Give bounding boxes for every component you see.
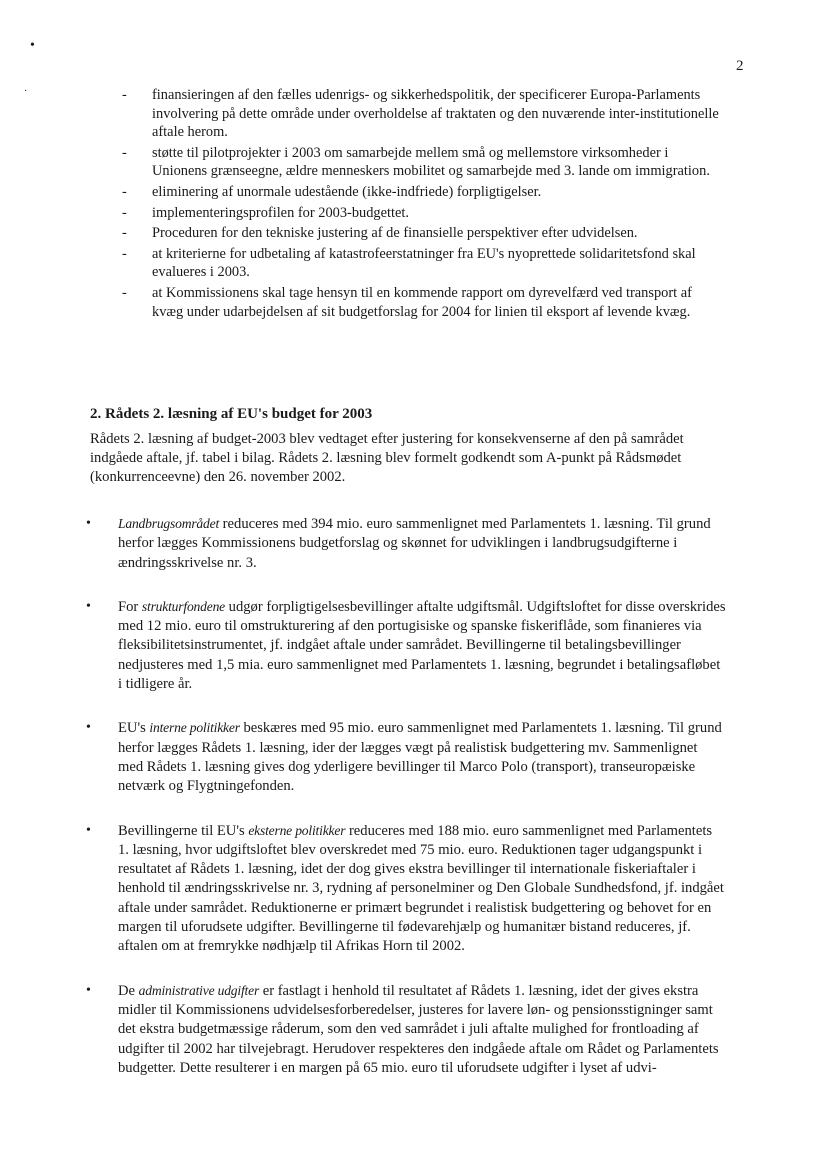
stray-dot-mark: •: [30, 38, 35, 53]
dash-list-item: - eliminering af unormale udestående (ikke-indfriede) forpligtigelser.: [122, 183, 542, 200]
emphasis: interne politikker: [149, 720, 240, 736]
dash-list-item: - Proceduren for den tekniske justering af de finansielle perspektiver efter udvidelsen.: [122, 225, 638, 242]
stray-dot-mark-small: ·: [24, 86, 28, 97]
dash-list: [120, 86, 720, 323]
bullet-item: • EU's interne politikker beskæres med 95 mio. euro sammenlignet med Parlamentets 1. læsning. Til grund herfor lægges Rådets 1. læsning, ider der lægges vægt på realistisk budgettering mv. Sammenlignet med Rådets 1. læsning gives dog yderligere bevillinger til Marco Polo (transport), transeuropæiske netværk og Flygtningefonden.: [86, 720, 722, 795]
intro-paragraph: Rådets 2. læsning af budget-2003 blev vedtaget efter justering for konsekvenserne af den på samrådet indgåede aftale, jf. tabel i bilag. Rådets 2. læsning blev formelt godkendt som A-punkt på Rådsmødet (konkurrenceevne) den 26. november 2002.: [90, 431, 684, 486]
dash-list-item: - støtte til pilotprojekter i 2003 om samarbejde mellem små og mellemstore virksomheder i Unionens grænseegne, ældre menneskers mobilitet og samarbejde med 3. lande om immigration.: [122, 144, 710, 180]
bullet-item: • For strukturfondene udgør forpligtigelsesbevillinger aftalte udgiftsmål. Udgiftsloftet for disse overskrides med 12 mio. euro til omstrukturering af den portugisiske og spanske fiskeriflåde, som finanieres via fleksibilitetsinstrumentet, jf. indgået aftale under samrådet. Bevillingerne til betalingsbevillinger nedjusteres med 1,5 mia. euro sammenlignet med Parlamentets 1. læsning, begrundet i betalingsafløbet i tidligere år.: [86, 598, 726, 693]
emphasis: strukturfondene: [141, 598, 226, 614]
dash-list-item: - at kriterierne for udbetaling af katastrofeerstatninger fra EU's nyoprettede solidaritetsfond skal evalueres i 2003.: [122, 245, 696, 281]
bullet-item: • Landbrugsområdet reduceres med 394 mio. euro sammenlignet med Parlamentets 1. læsning. Til grund herfor lægges Kommissionens budgetforslag og skønnet for udviklingen i landbrugsudgifterne i ændringsskrivelse nr. 3.: [86, 516, 711, 571]
emphasis: administrative udgifter: [138, 982, 260, 998]
bullet-item: • De administrative udgifter er fastlagt i henhold til resultatet af Rådets 1. læsning, idet der gives ekstra midler til Kommissionens udvidelsesforberedelser, justeres for lavere løn- og pensionsstigninger samt det ekstra budgetmæssige råderum, som den ved samrådet i juli aftalte mulighed for frontloading af udgifter til 2002 har tilvejebragt. Herudover respekteres den indgåede aftale om Rådet og Parlamentets budgetter. Dette resulterer i en margen på 65 mio. euro til uforudsete udgifter i lyset af udvi-: [86, 982, 719, 1076]
dash-list-item: - finansieringen af den fælles udenrigs- og sikkerhedspolitik, der specificerer Europa-Parlaments involvering på dette område under overholdelse af traktaten og den nuværende inter-institutionelle aftale herom.: [122, 87, 719, 141]
emphasis: eksterne politikker: [248, 822, 346, 838]
bullet-list: [86, 514, 726, 1102]
dash-list-item: - at Kommissionens skal tage hensyn til en kommende rapport om dyrevelfærd ved transport af kvæg under udarbejdelsen af sit budgetforslag for 2004 for linien til eksport af levende kvæg.: [122, 284, 692, 320]
section-heading: 2. Rådets 2. læsning af EU's budget for 2003: [90, 406, 373, 422]
bullet-item: • Bevillingerne til EU's eksterne politikker reduceres med 188 mio. euro sammenlignet med Parlamentets 1. læsning, hvor udgiftsloftet blev overskredet med 75 mio. euro. Reduktionen tager udgangspunkt i resultatet af Rådets 1. læsning, idet der dog gives ekstra bevillinger til internationale fiskeriaftaler i henhold til ændringsskrivelse nr. 3, rydning af personelminer og Den Globale Sundhedsfond, jf. indgået aftale under samrådet. Reduktionerne er primært begrundet i realistisk budgettering og behovet for en margen til uforudsete udgifter. Bevillingerne til fødevarehjælp og humanitær bistand reduceres, jf. aftalen om at fremrykke nødhjælp til Afrikas Horn til 2002.: [86, 822, 724, 955]
emphasis: Landbrugsområdet: [118, 516, 220, 531]
page-number: 2: [736, 58, 744, 74]
dash-list-item: - implementeringsprofilen for 2003-budgettet.: [122, 204, 409, 221]
